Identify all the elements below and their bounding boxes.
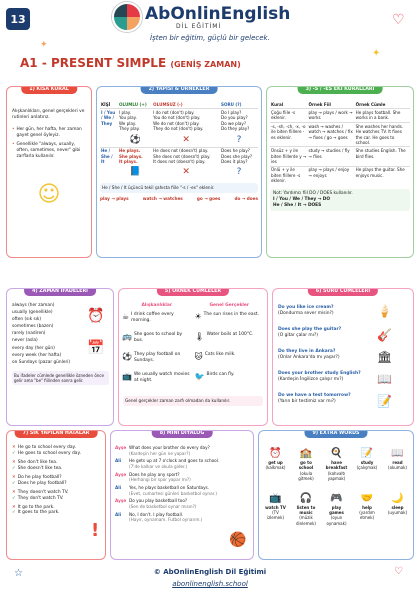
brand-slogan: İşten bir eğitim, güçlü bir gelecek. — [150, 34, 270, 42]
sentence-cell: He plays football. She works in a bank. — [355, 109, 401, 121]
book-icon: 📖 — [377, 372, 392, 386]
col-header: Kural — [271, 101, 284, 107]
correct-sentence: It goes to the park. — [17, 510, 60, 516]
calendar-icon: 📅 — [87, 340, 105, 356]
example-sentence: Cats like milk. — [204, 351, 236, 357]
exclamation-icon: ! — [91, 520, 100, 541]
correct-sentence: Does he play football? — [17, 480, 67, 486]
football-icon: ⚽ — [122, 351, 132, 361]
correct-sentence: He goes to school every day. — [17, 450, 81, 456]
time-expression: every day (her gün) — [12, 345, 55, 351]
vocab-translation: (uyumak) — [387, 509, 408, 515]
dialogue-translation: (Herhangi bir spor yapar mı?) — [129, 477, 191, 483]
dialogue-line: No, I don't. I play football. — [129, 511, 184, 517]
speaker: Ayşe — [115, 445, 127, 450]
sentence-cell: He plays the guitar. She enjoys music. — [355, 167, 405, 178]
extra-words-section — [258, 430, 414, 560]
footer-website-link[interactable]: abonlinenglish.school — [172, 580, 248, 588]
tv-icon: 📺 — [269, 492, 282, 504]
vocab-card — [324, 447, 349, 482]
question-icon: ? — [236, 134, 242, 145]
vocab-card — [385, 447, 410, 482]
vocab-word: get up — [268, 460, 283, 465]
dialogue-translation: (Kardeşin her gün ne yapar?) — [129, 450, 191, 456]
vocab-translation: (kalkmak) — [265, 465, 286, 471]
heart-icon: ♡ — [394, 566, 403, 577]
rule-bullet: Genellikle "always, usually, often, sometimes, never" gibi zarflarla kullanılır. — [16, 142, 81, 160]
question-sentences-section — [272, 288, 414, 426]
time-expression: never (asla) — [12, 338, 38, 344]
question-cell: Does he play? — [221, 148, 250, 154]
test-paper-icon: 📝 — [377, 394, 392, 408]
vocab-card — [294, 492, 319, 527]
habits-header: Alışkanlıklar — [141, 303, 173, 308]
time-expression: often (sık sık) — [12, 317, 42, 323]
does-rule: He / She / It → DOES — [273, 203, 322, 209]
s-es-rules-section — [266, 86, 414, 258]
wrong-sentence: They doesn't watch TV. — [17, 489, 69, 495]
time-expression: usually (genellikle) — [12, 310, 53, 316]
wrong-sentence: She don't like tea. — [17, 459, 58, 465]
positive-cell: We play. — [119, 120, 137, 126]
section-header: 3) -S / -ES EKİ KURALLARI — [298, 86, 383, 94]
vocab-translation: (oyun oynamak) — [326, 515, 347, 526]
question-cell: Do we play? — [221, 120, 247, 126]
negative-cell: I do not (don't) play. — [153, 109, 195, 115]
dialogue-translation: (Sen de basketbol oynar mısın?) — [129, 504, 197, 510]
time-note: Bu ifadeler cümlede genellikle özneden önce gelir ama "be" fiilinden sonra gelir. — [12, 371, 109, 386]
section-header: 7) SIK YAPILAN HATALAR — [15, 430, 98, 438]
speaker: Ali — [115, 511, 122, 517]
section-header: 8) MİNİ DİYALOG — [152, 430, 213, 438]
question-cell: Do they play? — [221, 126, 250, 132]
question-icon: ? — [236, 167, 242, 178]
vocab-translation: (okumak) — [388, 465, 407, 471]
vocab-translation: (TV izlemek) — [266, 509, 285, 521]
vocab-card — [263, 492, 288, 527]
time-expression: rarely (nadiren) — [12, 331, 46, 337]
vocab-translation: (çalışmak) — [356, 465, 378, 471]
wrong-sentence: It go to the park. — [17, 504, 55, 510]
gamepad-icon: 🎮 — [330, 492, 343, 504]
wrong-sentence: Do he play football? — [17, 474, 62, 480]
time-expression: always (her zaman) — [12, 303, 55, 308]
vocab-card — [263, 447, 288, 482]
alarm-clock-icon: ⏰ — [269, 448, 282, 459]
short-rule-section: 1) KISA KURAL Alışkanlıkları, genel gerçekleri ve rutinleri anlatırız. • Her gün, her hafta, her zaman gayet genel öyleyiz. • Genellikle "always, usually, often, sometimes, never" gibi zarflarla kullanılır. ☺ — [6, 86, 92, 258]
verb-example: go → goes — [196, 196, 221, 202]
vocab-translation: (müzik dinlemek) — [296, 515, 316, 526]
book-icon: 📖 — [391, 448, 404, 459]
school-icon: 🏫 — [299, 448, 313, 459]
star-icon: ✦ — [40, 40, 48, 50]
positive-cell: You play. — [119, 115, 137, 121]
negative-cell: She does not (doesn't) play. — [153, 153, 211, 159]
heart-icon: ♡ — [392, 12, 405, 28]
section-header: 5) ÖRNEK CÜMLELER — [157, 288, 229, 296]
star-icon: ✦ — [372, 48, 381, 59]
rule-cell: Ünsüz + y ile biten fiillerde y → ies — [271, 148, 307, 165]
cross-icon: ✕ — [182, 134, 190, 145]
section-header: 4) ZAMAN İFADELERİ — [24, 288, 96, 296]
rule-cell: Ünlü + y ile biten fiillere -s eklenir. — [271, 167, 301, 184]
structure-examples-section — [96, 86, 262, 258]
coffee-icon: ☕ — [122, 311, 130, 321]
rule-description: Alışkanlıkları, genel gerçekleri ve rutinleri anlatırız. — [12, 109, 85, 120]
negative-cell: They do not (don't) play. — [153, 126, 204, 132]
example-sentence: She goes to school by bus. — [133, 331, 183, 343]
dialogue-translation: (Hayır, oynamam. Futbol oynarım.) — [129, 517, 203, 523]
sentence-cell: She studies English. The bird flies. — [355, 148, 406, 159]
do-rule: I / You / We / They → DO — [273, 197, 331, 203]
structure-note: He / She / It üçüncü tekil şahısta fiile "-s / -es" eklenir. — [100, 183, 258, 193]
col-header: OLUMLU (+) — [119, 101, 147, 107]
verb-example: do → does — [234, 196, 258, 202]
example-sentence: They play football on Sundays. — [133, 351, 181, 363]
brand-logo-icon — [112, 2, 142, 32]
correct-sentence: She doesn't like tea. — [17, 465, 63, 471]
col-header: OLUMSUZ (-) — [153, 101, 183, 107]
speaker: Ali — [115, 458, 122, 464]
verb-example: play → plays — [100, 196, 129, 202]
negative-cell: You do not (don't) play. — [153, 115, 201, 121]
clock-icon: ⏰ — [87, 308, 105, 324]
positive-cell: It plays. — [119, 159, 138, 165]
example-sentence: I drink coffee every morning. — [131, 311, 174, 323]
cat-icon: 🐱 — [194, 351, 203, 361]
star-icon: ☆ — [14, 568, 23, 579]
negative-cell: We do not (don't) play. — [153, 120, 200, 126]
example-sentence: The sun rises in the east. — [203, 311, 259, 317]
correct-sentence: They don't watch TV. — [17, 495, 64, 501]
vocab-word: watch TV — [265, 504, 286, 510]
football-icon: ⚽ — [129, 134, 141, 145]
book-icon: 📘 — [129, 167, 141, 178]
vocab-word: play games — [329, 504, 344, 515]
notebook-icon: 📝 — [360, 448, 374, 459]
negative-cell: He does not (doesn't) play. — [153, 148, 209, 154]
col-header: Örnek Fiil — [308, 101, 331, 107]
sentence-cell: She washes her hands. He watches TV. It fixes the car. He goes to school. — [355, 123, 404, 146]
guitar-icon: 🎸 — [377, 328, 392, 342]
time-expression: on Sundays (pazar günleri) — [12, 359, 71, 365]
subject-cell: I / You / We / They — [101, 109, 116, 126]
question-cell: Does she play? — [221, 153, 253, 159]
vocab-card — [355, 447, 380, 482]
vocab-translation: (yardım etmek) — [359, 509, 375, 521]
vocab-word: sleep — [391, 504, 404, 510]
col-header: SORU (?) — [221, 101, 242, 107]
common-mistakes-section: 7) SIK YAPILAN HATALAR ✕ He go to school every day. ✓ He goes to school every day. ✕ She don't like tea. ✓ She doesn't like tea. ✕ Do he play football? ✓ Does he play football? ✕ They doesn't watch TV. ✓ They don't watch TV. ✕ It go to the park. ✓ It goes to the park. ! — [6, 430, 106, 560]
time-expression: every week (her hafta) — [12, 352, 62, 358]
vocab-translation: (kahvaltı yapmak) — [327, 470, 346, 482]
example-sentence: We usually watch movies at night. — [133, 371, 190, 383]
vocab-card — [294, 447, 319, 482]
positive-cell: They play. — [119, 126, 140, 132]
moon-icon: 🌙 — [391, 492, 404, 504]
vocab-word: have breakfast — [325, 460, 348, 471]
vocab-word: study — [360, 460, 374, 465]
dialogue-line: Do you play basketball too? — [129, 498, 188, 504]
verb-cell: wash → washes / watch → watches / fix → fixes / go → goes — [308, 123, 353, 140]
example-sentence: Water boils at 100°C. — [206, 331, 254, 337]
dialogue-line: Yes, he plays basketball on Saturdays. — [129, 485, 210, 491]
subject-cell: He / She / It — [101, 148, 113, 165]
handshake-icon: 🤝 — [360, 492, 374, 504]
rule-cell: -s, -sh, -ch, -x, -o ile biten fiillere -es eklenir. — [271, 123, 306, 140]
vocab-translation: (okula gitmek) — [298, 470, 314, 482]
vocab-word: listen to music — [296, 504, 316, 515]
sun-icon: ☀ — [194, 311, 202, 321]
mini-dialogue-section — [110, 430, 254, 560]
question-en: Do we have a test tomorrow? — [278, 393, 351, 398]
rule-bullet: Her gün, her hafta, her zaman gayet genel öyleyiz. — [16, 126, 82, 138]
rule-cell: Çoğu fiile -s eklenir. — [271, 109, 296, 121]
footer-copyright: © AbOnlinEnglish Dil Eğitimi — [153, 568, 267, 576]
vocab-card — [324, 492, 349, 527]
question-tr: (Onlar Ankara'da mı yaşar?) — [278, 354, 340, 360]
vocab-card — [385, 492, 410, 527]
question-en: Does your brother study English? — [278, 371, 361, 376]
positive-cell: She plays. — [119, 153, 143, 159]
question-en: Do you like ice cream? — [278, 305, 334, 310]
speaker: Ayşe — [115, 498, 127, 504]
example-sentences-section — [118, 288, 268, 426]
lesson-number-badge: 13 — [6, 8, 30, 30]
negative-cell: It does not (doesn't) play. — [153, 159, 206, 165]
question-tr: (Kardeşin İngilizce çalışır mı?) — [278, 376, 344, 382]
question-cell: Does it play? — [221, 159, 248, 165]
dialogue-line: What does your brother do every day? — [129, 445, 210, 450]
bird-icon: 🐦 — [194, 371, 205, 381]
verb-cell: play → plays / enjoy → enjoys — [308, 167, 350, 178]
question-tr: (O gitar çalar mı?) — [278, 332, 318, 338]
positive-cell: He plays. — [119, 148, 141, 154]
dialogue-translation: (Evet, cumartesi günleri basketbol oynar.) — [129, 490, 217, 496]
verb-example: watch → watches — [142, 196, 183, 202]
col-header: KİŞİ — [101, 101, 111, 107]
cross-icon: ✕ — [182, 167, 190, 178]
vocab-word: read — [392, 460, 403, 465]
section-header: 2) YAPISI & ÖRNEKLER — [141, 86, 218, 94]
section-header: 6) SORU CÜMLELERİ — [308, 288, 378, 296]
section-header: 9) EXTRA WORDS — [304, 430, 367, 438]
example-sentence: Birds can fly. — [206, 371, 235, 377]
bus-icon: 🚌 — [122, 331, 132, 341]
brand-name: AbOnlinEnglish — [145, 4, 291, 24]
vocab-word: help — [362, 504, 372, 510]
headphones-icon: 🎧 — [299, 492, 313, 504]
breakfast-icon: 🍳 — [330, 448, 343, 459]
positive-cell: I play. — [119, 109, 131, 115]
facts-header: Genel Gerçekler — [209, 303, 250, 308]
verb-cell: play → plays / work → works — [308, 109, 353, 121]
time-expression: sometimes (bazen) — [12, 324, 54, 330]
auxiliary-note: Not: Yardımcı fiil DO / DOES kullanılır. — [273, 190, 353, 196]
dialogue-line: He gets up at 7 o'clock and goes to school. — [129, 458, 220, 464]
example-note: Genel gerçekler zaman zarfı olmadan da kullanılır. — [123, 396, 263, 406]
dialogue-translation: (7'de kalkar ve okula gider.) — [129, 464, 188, 470]
basketball-icon: 🏀 — [229, 532, 247, 548]
question-en: Do they live in Ankara? — [278, 349, 336, 354]
smiley-icon: ☺ — [37, 181, 61, 207]
page-title: A1 - PRESENT SIMPLE (GENİŞ ZAMAN) — [20, 56, 241, 70]
tv-icon: 📺 — [122, 371, 132, 381]
vocab-card — [355, 492, 380, 527]
section-header: 1) KISA KURAL — [21, 86, 77, 94]
dialogue-line: Does he play any sport? — [129, 471, 180, 477]
landmark-icon: 🏛 — [377, 350, 393, 364]
question-cell: Do you play? — [221, 115, 248, 121]
speaker: Ali — [115, 485, 122, 491]
verb-cell: study → studies / fly → flies — [308, 148, 350, 159]
speaker: Ayşe — [115, 471, 127, 477]
vocab-word: go to school — [298, 460, 314, 471]
ice-cream-icon: 🍦 — [377, 304, 392, 318]
brand-subtitle: DİL EĞİTİMİ — [176, 23, 222, 30]
wrong-sentence: He go to school every day. — [17, 445, 76, 450]
question-tr: (Yarın bir testimiz var mı?) — [278, 398, 336, 404]
question-en: Does she play the guitar? — [278, 327, 342, 332]
thermometer-icon: 🌡 — [194, 331, 205, 341]
col-header: Örnek Cümle — [355, 101, 386, 107]
question-cell: Do I play? — [221, 109, 242, 115]
time-expressions-section — [6, 288, 114, 426]
question-tr: (Dondurma sever misin?) — [278, 310, 334, 316]
